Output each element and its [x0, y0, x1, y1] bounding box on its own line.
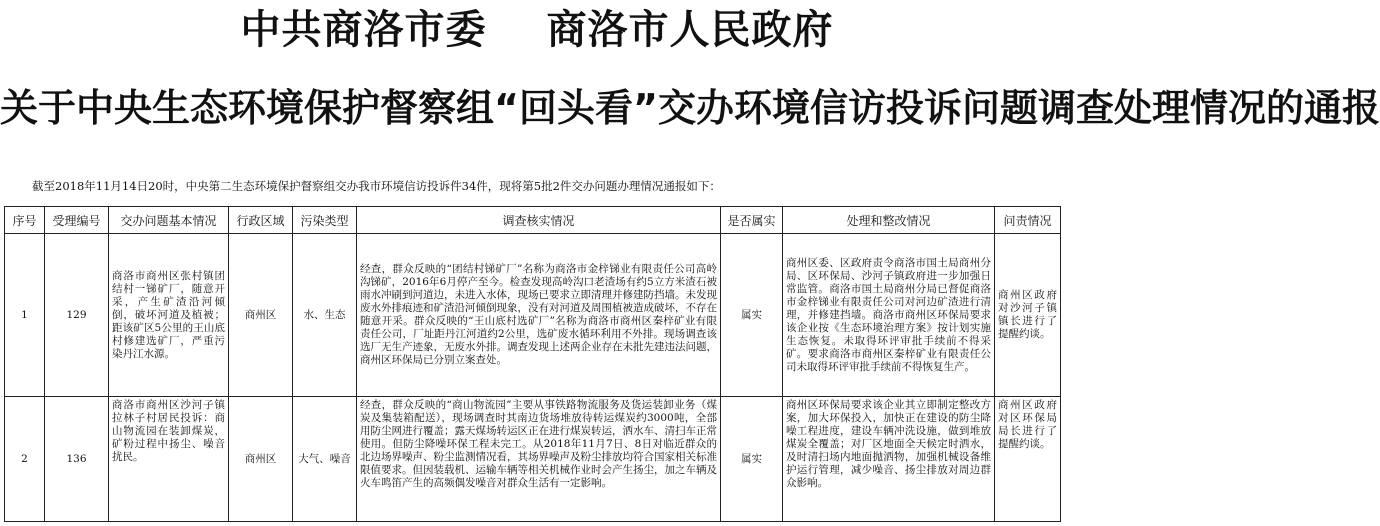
cell-investigation: 经查，群众反映的“团结村锑矿厂”名称为商洛市金梓锑业有限责任公司高岭沟锑矿，2016年6月停产至今。检查发现高岭沟口老渣场有约5立方米渣石被雨水冲刷到河道边，未进入水体，现场已要求立即清理并修建防挡墙。未发现废水外排痕迹和矿渣沿河倾倒现象，没有对河道及周围植被造成破坏，不存在随意开采。群众反映的“王山底村选矿厂”名称为商洛市商州区秦梓矿业有限责任公司，厂址距丹江河道约2公里，选矿废水循环利用不外排。现场调查该选厂无生产迹象，无废水外排。调查发现上述两企业存在未批先建违法问题，商州区环保局已分别立案查处。 [357, 234, 721, 397]
table-header-row [5, 207, 1061, 234]
cell-region: 商州区 [229, 234, 293, 397]
cell-accountability: 商州区政府对区环保局局长进行了提醒约谈。 [995, 397, 1061, 522]
cell-pollution: 大气、噪音 [293, 397, 357, 522]
cell-verified: 属实 [721, 397, 783, 522]
col-header-id: 受理编号 [45, 207, 109, 234]
col-header-investigation: 调查核实情况 [357, 207, 721, 234]
cell-id: 136 [45, 397, 109, 522]
cell-handling: 商州区环保局要求该企业其立即制定整改方案，加大环保投入，加快正在建设的防尘降噪工程进度，建设车辆冲洗设施，做到堆放煤炭全覆盖；对厂区地面全天候定时洒水，及时清扫场内地面抛洒物，加强机械设备维护运行管理，减少噪音、扬尘排放对周边群众影响。 [783, 397, 995, 522]
issuer-city-government: 商洛市人民政府 [546, 7, 834, 53]
document-title-issuers [0, 6, 1074, 54]
table-row [5, 397, 1061, 522]
intro-paragraph: 截至2018年11月14日20时，中央第二生态环境保护督察组交办我市环境信访投诉件34件，现将第5批2件交办问题办理情况通报如下： [32, 179, 721, 193]
cell-verified: 属实 [721, 234, 783, 397]
cell-issue: 商洛市商州区沙河子镇拉林子村居民投诉：商山物流园在装卸煤炭，矿粉过程中扬尘、噪音扰民。 [109, 397, 229, 522]
document-title: 关于中央生态环境保护督察组“回头看”交办环境信访投诉问题调查处理情况的通报 [0, 86, 1380, 130]
cell-region: 商州区 [229, 397, 293, 522]
col-header-region: 行政区域 [229, 207, 293, 234]
cell-no: 1 [5, 234, 45, 397]
cell-no: 2 [5, 397, 45, 522]
cell-id: 129 [45, 234, 109, 397]
col-header-verified: 是否属实 [721, 207, 783, 234]
table-row [5, 234, 1061, 397]
col-header-accountability: 问责情况 [995, 207, 1061, 234]
cell-accountability: 商州区政府对沙河子镇镇长进行了提醒约谈。 [995, 234, 1061, 397]
cell-investigation: 经查，群众反映的“商山物流园”主要从事铁路物流服务及货运装卸业务（煤炭及集装箱配送），现场调查时其南边货场堆放待转运煤炭约3000吨，全部用防尘网进行覆盖；露天煤场转运区正在进行煤炭转运，洒水车、清扫车正常使用。但防尘降噪环保工程未完工。从2018年11月7日、8日对临近群众的北边场界噪声、粉尘监测情况看，其场界噪声及粉尘排放均符合国家相关标准限值要求。但因装载机、运输车辆等相关机械作业时会产生扬尘，加之车辆及火车鸣笛产生的高频偶发噪音对群众生活有一定影响。 [357, 397, 721, 522]
col-header-pollution: 污染类型 [293, 207, 357, 234]
complaints-table [4, 206, 1061, 522]
col-header-issue: 交办问题基本情况 [109, 207, 229, 234]
cell-pollution: 水、生态 [293, 234, 357, 397]
col-header-no: 序号 [5, 207, 45, 234]
cell-issue: 商洛市商州区张村镇团结村一锑矿厂，随意开采，产生矿渣沿河倾倒，破坏河道及植被；距该矿区5公里的王山底村修建选矿厂，严重污染丹江水源。 [109, 234, 229, 397]
issuer-party-committee: 中共商洛市委 [240, 7, 487, 53]
col-header-handling: 处理和整改情况 [783, 207, 995, 234]
cell-handling: 商州区委、区政府责令商洛市国土局商州分局、区环保局、沙河子镇政府进一步加强日常监管。商洛市国土局商州分局已督促商洛市金梓锑业有限责任公司对河边矿渣进行清理，并修建挡墙。商洛市商州区环保局要求该企业按《生态环境治理方案》按计划实施生态恢复。未取得环评审批手续前不得采矿。要求商洛市商州区秦梓矿业有限责任公司未取得环评审批手续前不得恢复生产。 [783, 234, 995, 397]
